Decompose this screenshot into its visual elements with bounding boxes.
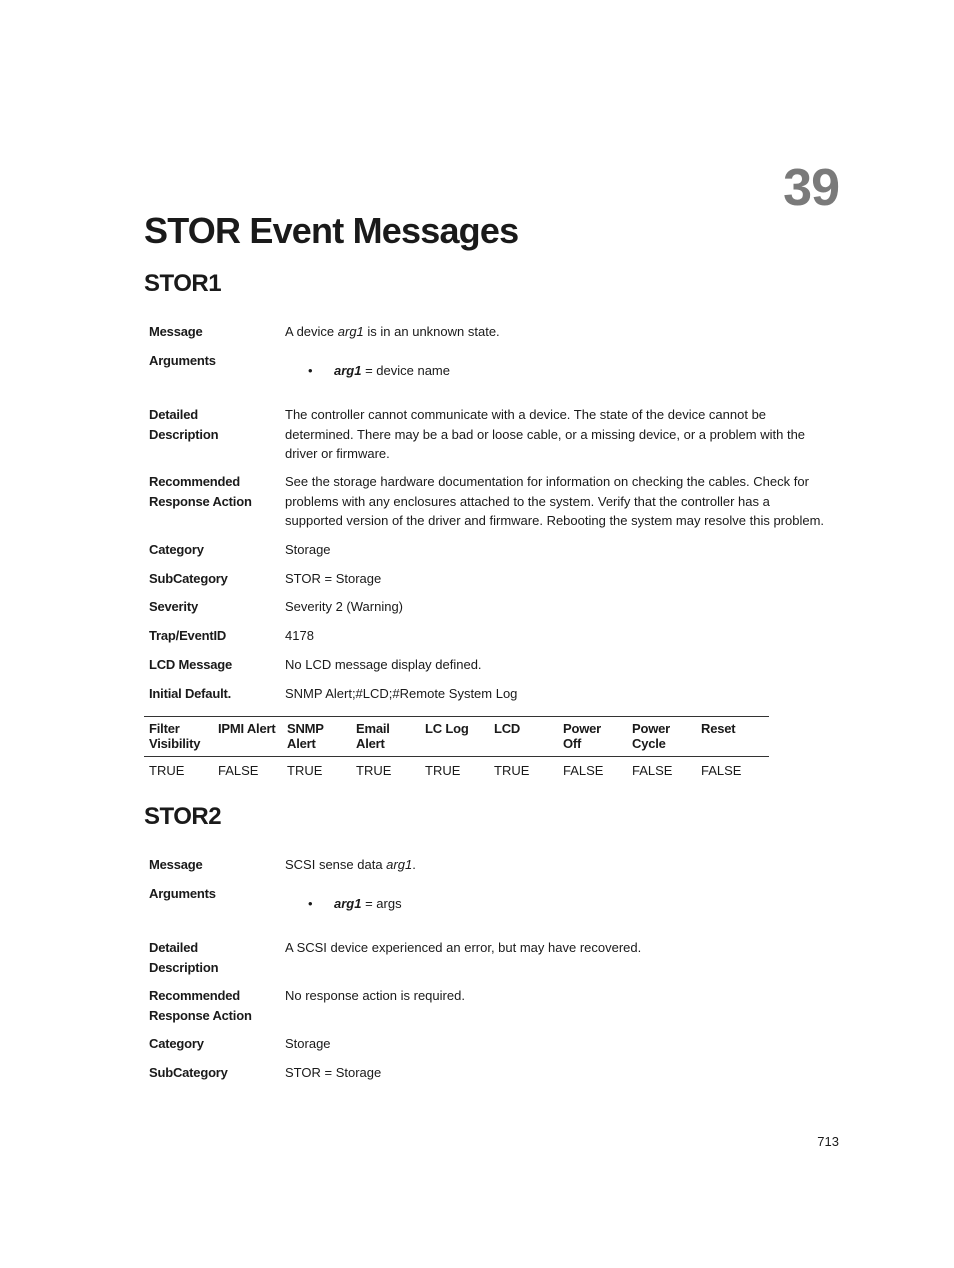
table-header-row [144, 717, 769, 757]
initial-default-value: SNMP Alert;#LCD;#Remote System Log [285, 686, 518, 701]
table-header: LC Log [420, 717, 489, 757]
table-cell: FALSE [701, 763, 742, 778]
table-header: Power Cycle [627, 717, 696, 757]
filter-visibility-table [144, 716, 769, 784]
trap-value: 4178 [285, 628, 314, 643]
trap-label: Trap/EventID [149, 628, 227, 643]
arguments-label: Arguments [149, 353, 216, 368]
severity-value: Severity 2 (Warning) [285, 599, 403, 614]
detailed-label: Detailed Description [149, 407, 219, 442]
section-title-stor1: STOR1 [144, 270, 222, 297]
table-cell: TRUE [425, 763, 461, 778]
message-label: Message [149, 857, 203, 872]
table-header: SNMP Alert [282, 717, 351, 757]
table-cell: FALSE [218, 763, 259, 778]
lcd-value: No LCD message display defined. [285, 657, 482, 672]
section-title-stor2: STOR2 [144, 803, 222, 830]
table-cell: TRUE [494, 763, 530, 778]
recommended-label: Recommended Response Action [149, 988, 252, 1023]
message-value: A device arg1 is in an unknown state. [285, 324, 500, 339]
lcd-label: LCD Message [149, 657, 233, 672]
detailed-value: A SCSI device experienced an error, but may have recovered. [285, 940, 642, 955]
stor1-arg-bullet: • arg1 = device name [308, 363, 450, 378]
page-number: 713 [817, 1134, 839, 1149]
chapter-number: 39 [783, 159, 839, 217]
detailed-label: Detailed Description [149, 940, 219, 975]
recommended-value: No response action is required. [285, 988, 465, 1003]
category-label: Category [149, 542, 204, 557]
detailed-value: The controller cannot communicate with a device. The state of the device cannot be determined. There may be a bad or loose cable, or a missing device, or a problem with the driver or firmware. [285, 407, 806, 461]
chapter-title: STOR Event Messages [144, 210, 519, 251]
initial-default-label: Initial Default. [149, 686, 232, 701]
recommended-label: Recommended Response Action [149, 474, 252, 509]
message-value: SCSI sense data arg1. [285, 857, 416, 872]
severity-label: Severity [149, 599, 198, 614]
table-cell: TRUE [149, 763, 185, 778]
subcategory-label: SubCategory [149, 1065, 228, 1080]
table-header: Email Alert [351, 717, 420, 757]
recommended-value: See the storage hardware documentation for information on checking the cables. Check for problems with any enclosures attached to the system. Verify that the controller has a supported version of the driver and firmware. Rebooting the system may resolve this problem. [285, 474, 825, 528]
subcategory-value: STOR = Storage [285, 1065, 382, 1080]
table-cell: TRUE [287, 763, 323, 778]
message-label: Message [149, 324, 203, 339]
table-row [144, 757, 769, 785]
table-header: IPMI Alert [213, 717, 282, 757]
table-header: Filter Visibility [144, 717, 213, 757]
table-cell: FALSE [563, 763, 604, 778]
subcategory-label: SubCategory [149, 571, 228, 586]
bullet-dot: • [308, 363, 313, 378]
arguments-label: Arguments [149, 886, 216, 901]
table-cell: TRUE [356, 763, 392, 778]
table-header: LCD [489, 717, 558, 757]
category-label: Category [149, 1036, 204, 1051]
subcategory-value: STOR = Storage [285, 571, 382, 586]
bullet-dot: • [308, 896, 313, 911]
stor2-arg-bullet: • arg1 = args [308, 896, 402, 911]
table-header: Power Off [558, 717, 627, 757]
table-cell: FALSE [632, 763, 673, 778]
category-value: Storage [285, 1036, 331, 1051]
table-header: Reset [696, 717, 769, 757]
category-value: Storage [285, 542, 331, 557]
